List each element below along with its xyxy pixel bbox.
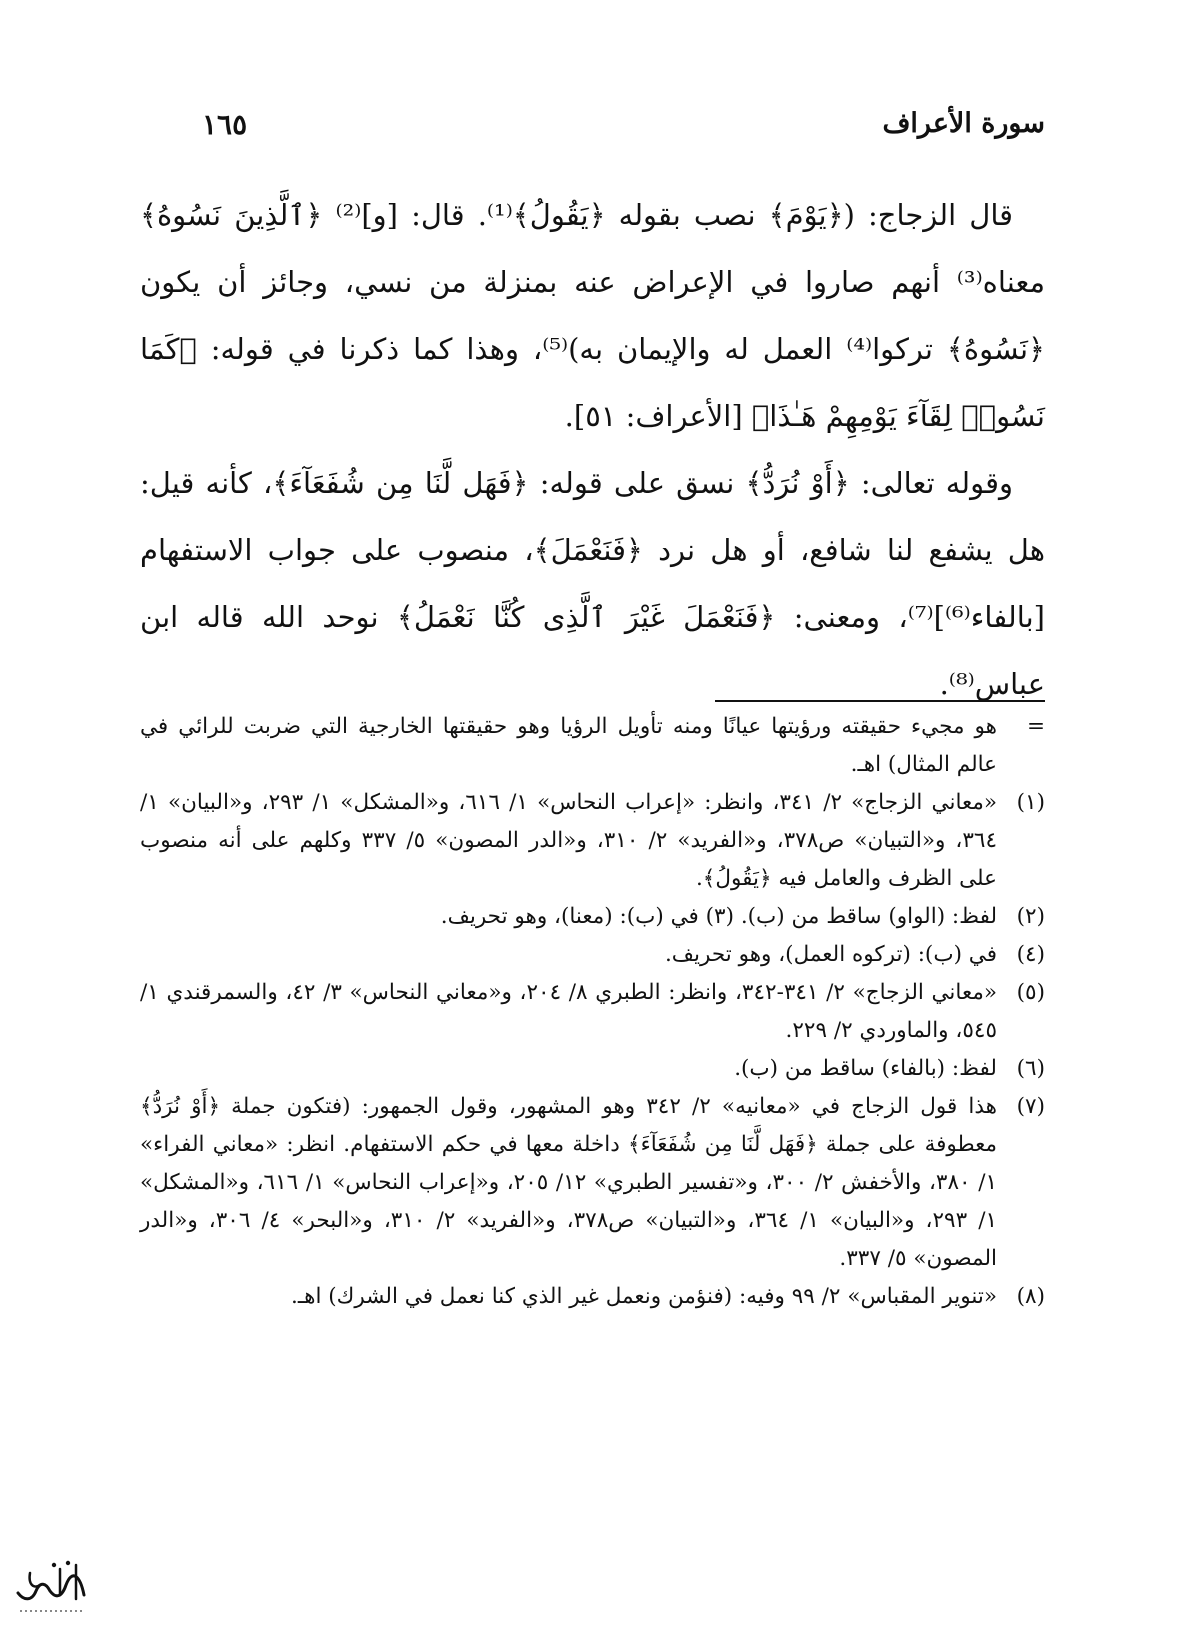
page-number: ١٦٥ bbox=[202, 108, 248, 141]
footnote-text: لفظ: (بالفاء) ساقط من (ب). bbox=[734, 1056, 997, 1081]
footnote-number: = bbox=[1026, 714, 1045, 739]
main-paragraph: قال الزجاج: (﴿يَوْمَ﴾ نصب بقوله ﴿يَقُولُ﴾⁽¹⁾. قال: [و]⁽²⁾ ﴿ٱلَّذِينَ نَسُوهُ﴾ معناه⁽³⁾ أنهم صاروا في الإعراض عنه بمنزلة من نسي، وجائز أن يكون ﴿نَسُوهُ﴾ تركوا⁽⁴⁾ العمل له والإيمان به)⁽⁵⁾، وهذا كما ذكرنا في قوله: ﴿كَمَا نَسُوا۟ لِقَآءَ يَوْمِهِمْ هَـٰذَا﴾ [الأعراف: ٥١]. bbox=[140, 198, 1046, 433]
footnote-separator bbox=[715, 700, 1045, 702]
main-text bbox=[140, 182, 1045, 718]
footnote-number: (٧) bbox=[1016, 1094, 1045, 1119]
footnote bbox=[140, 936, 1045, 974]
footnote bbox=[140, 1278, 1045, 1316]
chapter-title: سورة الأعراف bbox=[882, 108, 1045, 139]
footnote-text: هذا قول الزجاج في «معانيه» ٢/ ٣٤٢ وهو المشهور، وقول الجمهور: (فتكون جملة ﴿أَوْ نُرَدُّ﴾ معطوفة على جملة ﴿فَهَل لَّنَا مِن شُفَعَآءَ﴾ داخلة معها في حكم الاستفهام. انظر: «معاني الفراء» ١/ ٣٨٠، والأخفش ٢/ ٣٠٠، و«تفسير الطبري» ١٢/ ٢٠٥، و«إعراب النحاس» ١/ ٦١٦، و«المشكل» ١/ ٢٩٣، و«البيان» ١/ ٣٦٤، و«التبيان» ص٣٧٨، و«الفريد» ٢/ ٣١٠، و«البحر» ٤/ ٣٠٦، و«الدر المصون» ٥/ ٣٣٧. bbox=[140, 1094, 998, 1271]
footnote bbox=[140, 898, 1045, 936]
footnote-text: «تنوير المقباس» ٢/ ٩٩ وفيه: (فنؤمن ونعمل غير الذي كنا نعمل في الشرك) اهـ. bbox=[290, 1284, 997, 1309]
main-paragraph: وقوله تعالى: ﴿أَوْ نُرَدُّ﴾ نسق على قوله: ﴿فَهَل لَّنَا مِن شُفَعَآءَ﴾، كأنه قيل: هل يشفع لنا شافع، أو هل نرد ﴿فَنَعْمَلَ﴾، منصوب على جواب الاستفهام [بالفاء⁽⁶⁾]⁽⁷⁾، ومعنى: ﴿فَنَعْمَلَ غَيْرَ ٱلَّذِى كُنَّا نَعْمَلُ﴾ نوحد الله قاله ابن عباس⁽⁸⁾. bbox=[140, 466, 1045, 701]
footnote-text: لفظ: (الواو) ساقط من (ب). (٣) في (ب): (معنا)، وهو تحريف. bbox=[440, 904, 997, 929]
footnote-text: «معاني الزجاج» ٢/ ٣٤١-٣٤٢، وانظر: الطبري ٨/ ٢٠٤، و«معاني النحاس» ٣/ ٤٢، والسمرقندي ١/ ٥٤٥، والماوردي ٢/ ٢٢٩. bbox=[140, 980, 997, 1043]
footnote-number: (٨) bbox=[1016, 1284, 1045, 1309]
footnote-text: في (ب): (تركوه العمل)، وهو تحريف. bbox=[664, 942, 997, 967]
footnote-number: (٢) bbox=[1016, 904, 1045, 929]
footnote-number: (١) bbox=[1016, 790, 1045, 815]
footnote-number: (٥) bbox=[1016, 980, 1045, 1005]
footnote bbox=[140, 784, 1045, 898]
footnote-number: (٤) bbox=[1016, 942, 1045, 967]
footnote-number: (٦) bbox=[1016, 1056, 1045, 1081]
footnotes bbox=[140, 708, 1045, 1316]
footnote bbox=[140, 974, 1045, 1050]
footnote bbox=[140, 708, 1045, 784]
library-stamp-icon bbox=[10, 1555, 92, 1621]
footnote-text: «معاني الزجاج» ٢/ ٣٤١، وانظر: «إعراب النحاس» ١/ ٦١٦، و«المشكل» ١/ ٢٩٣، و«البيان» ١/ ٣٦٤، و«التبيان» ص٣٧٨، و«الفريد» ٢/ ٣١٠، و«الدر المصون» ٥/ ٣٣٧ وكلهم على أنه منصوب على الظرف والعامل فيه ﴿يَقُولُ﴾. bbox=[140, 790, 998, 891]
footnote bbox=[140, 1088, 1045, 1278]
footnote bbox=[140, 1050, 1045, 1088]
page-header bbox=[140, 108, 1045, 158]
footnote-text: هو مجيء حقيقته ورؤيتها عيانًا ومنه تأويل الرؤيا وهو حقيقتها الخارجية التي ضربت للرائي في عالم المثال) اهـ. bbox=[140, 714, 997, 777]
